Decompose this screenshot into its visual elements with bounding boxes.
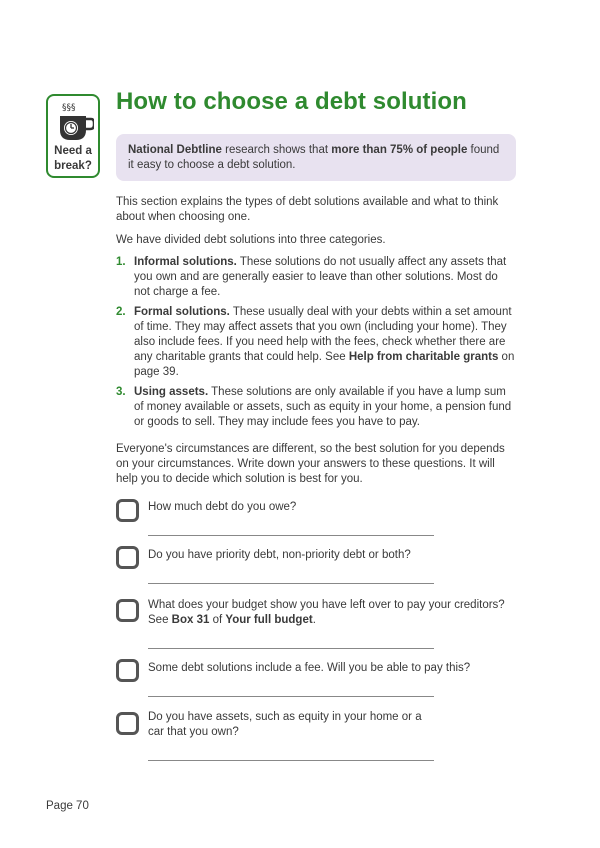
question-text: Do you have priority debt, non-priority debt or both?	[148, 549, 411, 561]
box-31-ref: Box 31	[171, 614, 210, 626]
question-text: How much debt do you owe?	[148, 501, 297, 513]
research-callout: National Debtline research shows that more than 75% of people found it easy to choose a debt solution.	[116, 134, 516, 181]
page-number: Page 70	[46, 800, 89, 812]
answer-line[interactable]	[148, 583, 434, 584]
page-title: How to choose a debt solution	[116, 88, 467, 115]
steam-icon: §§§	[62, 103, 76, 113]
question-text: Do you have assets, such as equity in your home or a car that you own?	[148, 711, 422, 738]
list-item: 3. Using assets. These solutions are only available if you have a lump sum of money available or assets, such as equity in your home, a pension fund or goods to sell. They may include fees you have to pay.	[116, 386, 512, 428]
question-checkbox[interactable]	[116, 499, 139, 522]
full-budget-ref: Your full budget	[225, 614, 313, 626]
question-checkbox[interactable]	[116, 659, 139, 682]
question-checkbox[interactable]	[116, 599, 139, 622]
categories-intro: We have divided debt solutions into three categories.	[116, 234, 386, 246]
need-a-break-label: Need a break?	[54, 145, 92, 172]
callout-highlight: more than 75% of people	[331, 144, 468, 156]
answer-line[interactable]	[148, 696, 434, 697]
circumstances-paragraph: Everyone's circumstances are different, so the best solution for you depends on your circumstances. Write down your answers to these questions. It will help you to decide which solution is best for you.	[116, 443, 505, 485]
answer-line[interactable]	[148, 760, 434, 761]
answer-line[interactable]	[148, 648, 434, 649]
list-item: 2. Formal solutions. These usually deal with your debts within a set amount of time. They may affect assets that you own (including your home). They also include fees. If you need help with the fees, check whether there are any charitable grants that could help. See Help from charitable grants on page 39.	[116, 306, 515, 378]
coffee-cup-clock-icon	[56, 100, 94, 142]
question-text: What does your budget show you have left over to pay your creditors? See Box 31 of Your full budget.	[148, 599, 505, 626]
callout-brand: National Debtline	[128, 144, 222, 156]
list-item: 1. Informal solutions. These solutions do not usually affect any assets that you own and are generally easier to leave than other solutions. Most do not charge a fee.	[116, 256, 507, 298]
answer-line[interactable]	[148, 535, 434, 536]
question-checkbox[interactable]	[116, 546, 139, 569]
question-checkbox[interactable]	[116, 712, 139, 735]
charitable-grants-link: Help from charitable grants	[348, 351, 499, 363]
question-text: Some debt solutions include a fee. Will you be able to pay this?	[148, 662, 471, 674]
intro-paragraph: This section explains the types of debt solutions available and what to think about when choosing one.	[116, 196, 499, 223]
need-a-break-box	[46, 94, 100, 178]
